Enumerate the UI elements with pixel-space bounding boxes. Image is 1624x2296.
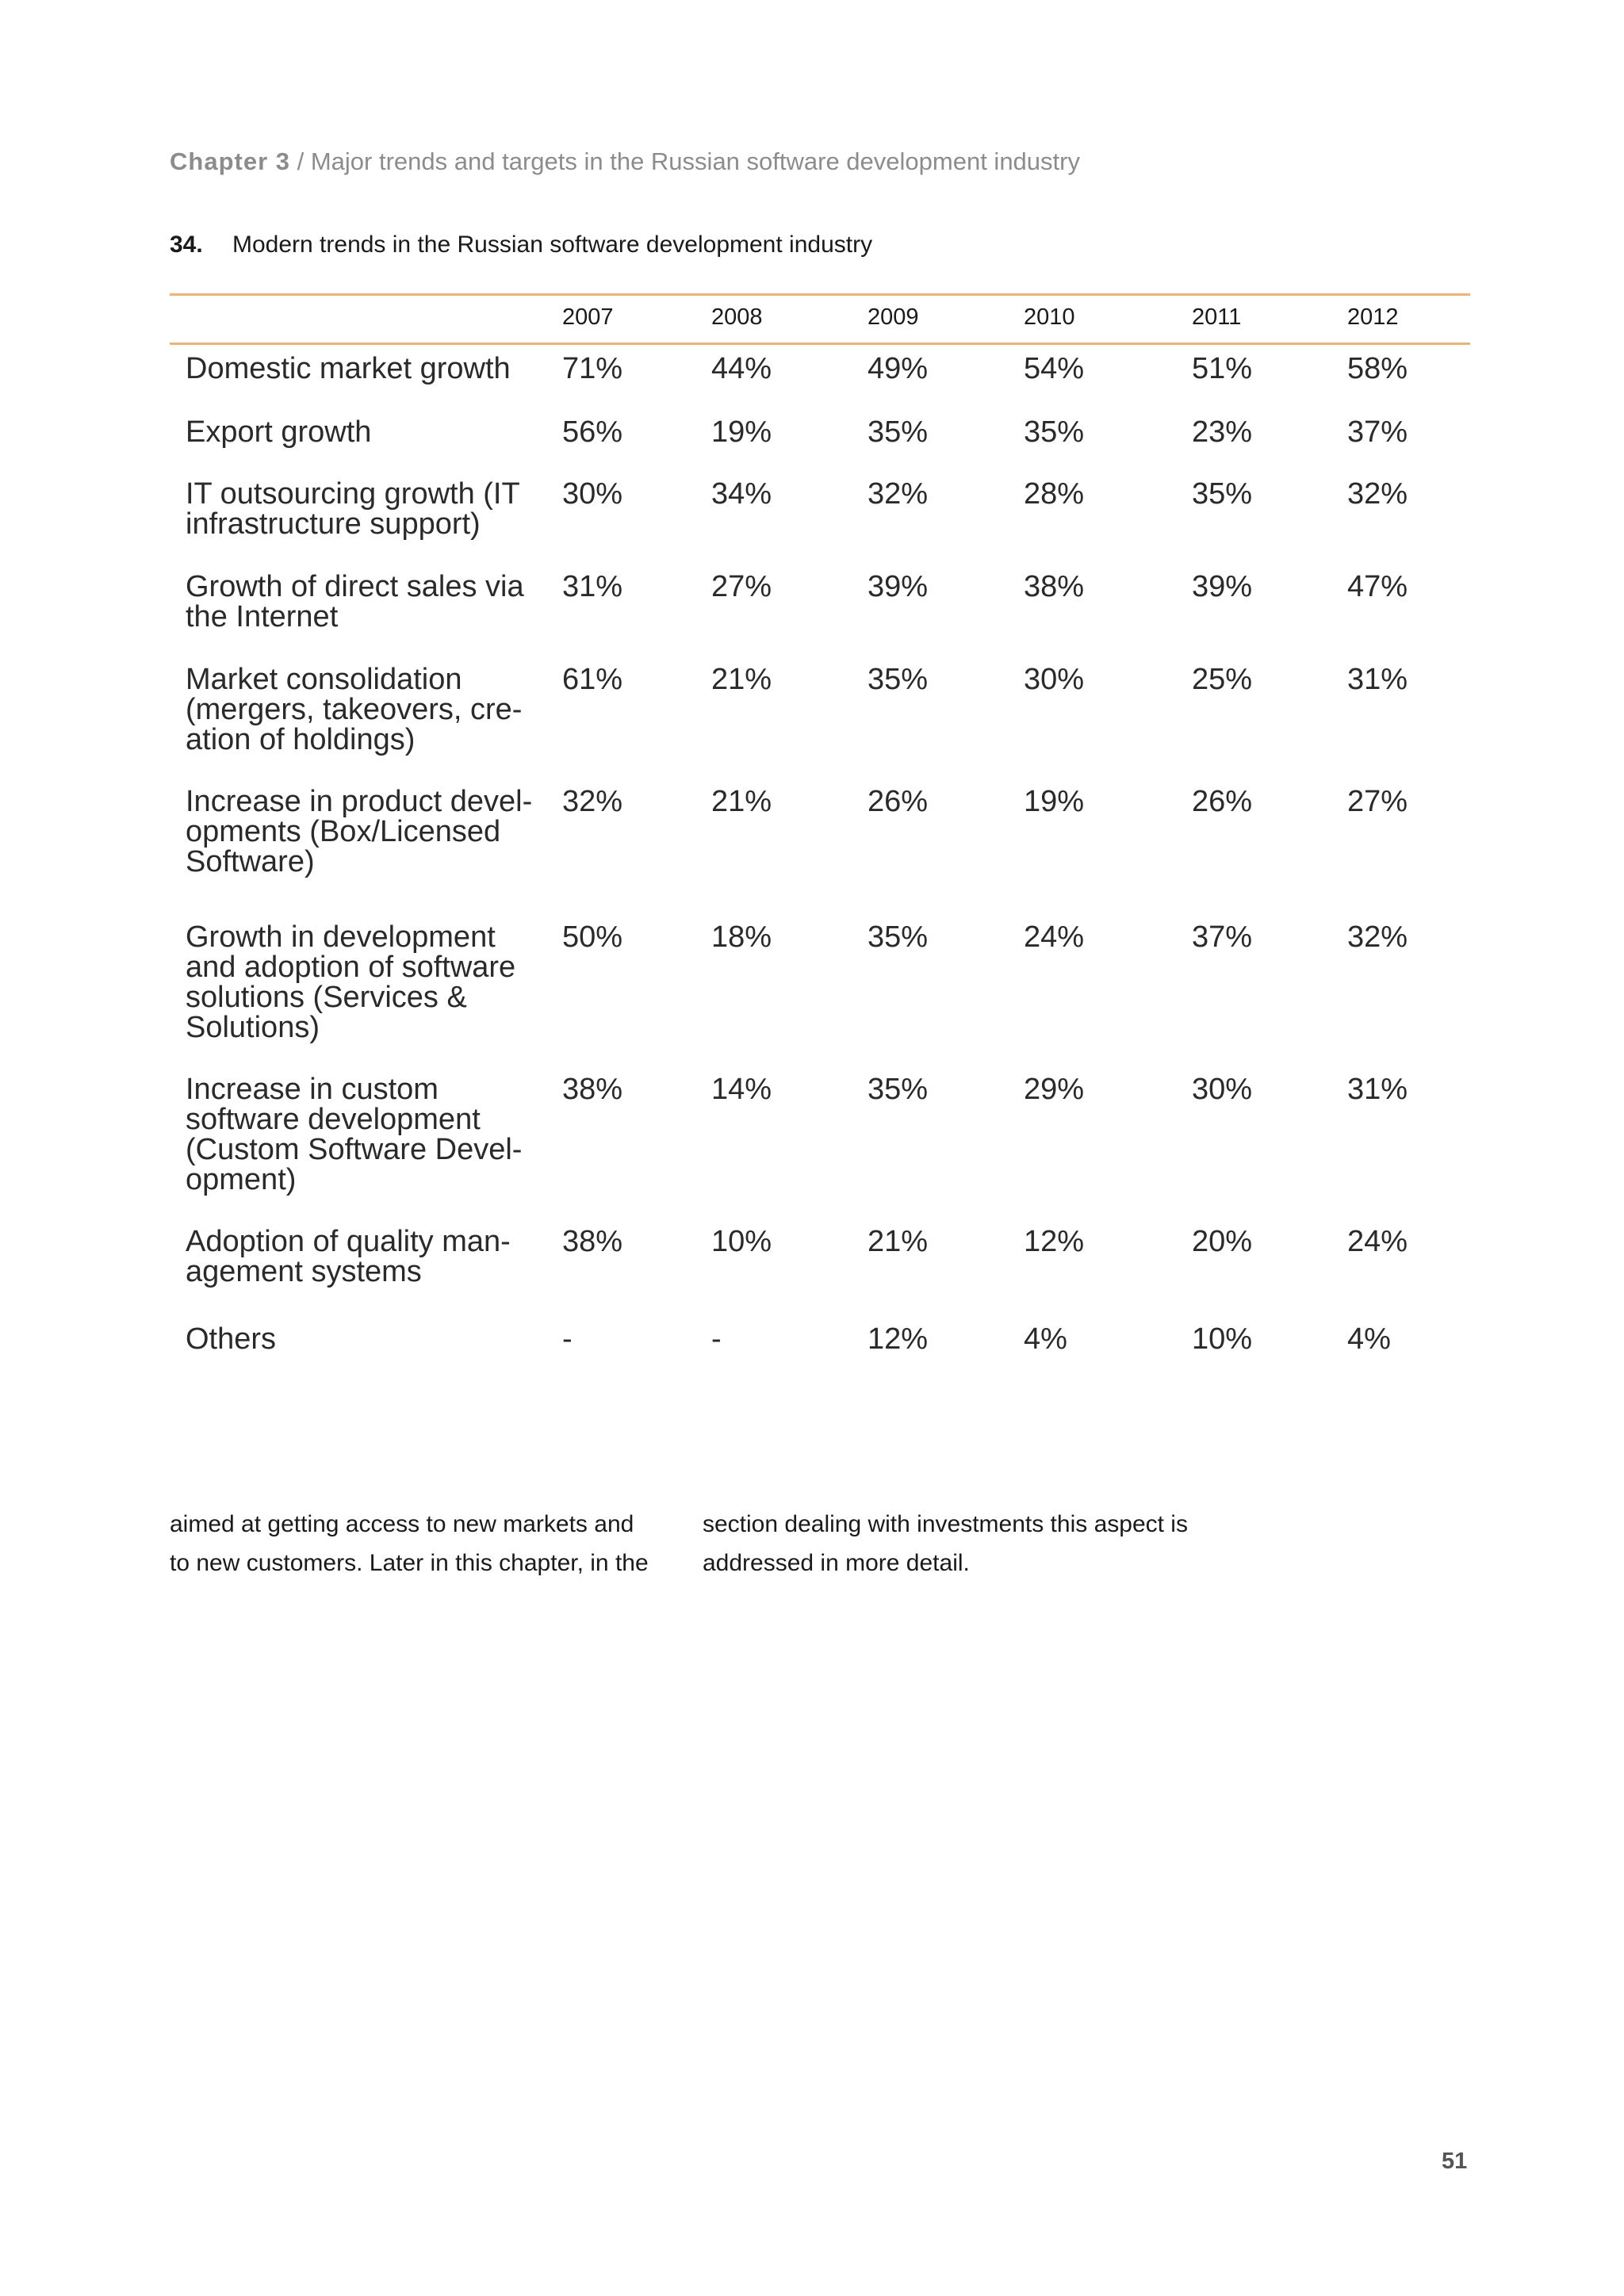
row-label-line: Growth of direct sales via [186, 570, 524, 603]
row-label-line: (mergers, takeovers, cre- [186, 693, 523, 726]
row-label-line: solutions (Services & [186, 981, 467, 1014]
chapter-header [170, 147, 1080, 176]
table-title: Modern trends in the Russian software development industry [232, 232, 873, 258]
table-cell: 21% [711, 663, 772, 696]
table-cell: 35% [868, 415, 929, 449]
table-cell: 32% [562, 785, 623, 818]
column-header: 2012 [1347, 304, 1399, 330]
row-label-line: Software) [186, 845, 315, 878]
table-cell: 31% [562, 570, 623, 603]
table-cell: 10% [711, 1225, 772, 1258]
table-cell: 19% [1024, 785, 1085, 818]
body-line: aimed at getting access to new markets and [170, 1511, 634, 1537]
table-cell: 18% [711, 920, 772, 954]
table-cell: - [711, 1322, 722, 1356]
table-header-row [0, 304, 1624, 336]
table-cell: 51% [1192, 352, 1253, 385]
page-number: 51 [1442, 2149, 1468, 2174]
table-cell: 27% [711, 570, 772, 603]
body-line: addressed in more detail. [703, 1550, 970, 1576]
table-cell: 37% [1192, 920, 1253, 954]
row-label [186, 1226, 550, 1287]
row-label-line: Market consolidation [186, 663, 462, 696]
table-cell: 26% [1192, 785, 1253, 818]
table-cell: 19% [711, 415, 772, 449]
row-label [186, 354, 550, 384]
table-cell: 32% [868, 477, 929, 511]
table-cell: 44% [711, 352, 772, 385]
row-label-line: opments (Box/Licensed [186, 815, 501, 848]
row-label-line: (Custom Software Devel- [186, 1133, 523, 1166]
table-cell: 35% [1024, 415, 1085, 449]
table-cell: 25% [1192, 663, 1253, 696]
table-cell: 56% [562, 415, 623, 449]
table-header-rule [170, 342, 1470, 345]
row-label [186, 572, 550, 632]
table-cell: 39% [1192, 570, 1253, 603]
row-label-line: IT outsourcing growth (IT [186, 477, 520, 511]
table-top-rule [170, 293, 1470, 296]
table-cell: 37% [1347, 415, 1408, 449]
table-cell: 38% [562, 1073, 623, 1106]
table-cell: 35% [868, 1073, 929, 1106]
table-cell: 39% [868, 570, 929, 603]
table-cell: 31% [1347, 1073, 1408, 1106]
row-label-line: Solutions) [186, 1011, 320, 1044]
table-cell: 20% [1192, 1225, 1253, 1258]
table-cell: 35% [1192, 477, 1253, 511]
table-cell: 38% [562, 1225, 623, 1258]
table-cell: 24% [1024, 920, 1085, 954]
body-text-column-2 [703, 1505, 1188, 1582]
table-cell: 23% [1192, 415, 1253, 449]
row-label [186, 922, 550, 1043]
table-cell: 30% [1192, 1073, 1253, 1106]
table-cell: 14% [711, 1073, 772, 1106]
table-cell: 61% [562, 663, 623, 696]
row-label-line: ation of holdings) [186, 723, 416, 756]
row-label [186, 417, 550, 447]
table-cell: 35% [868, 663, 929, 696]
column-header: 2009 [868, 304, 919, 330]
table-cell: 21% [868, 1225, 929, 1258]
table-cell: 32% [1347, 477, 1408, 511]
table-cell: 50% [562, 920, 623, 954]
chapter-separator: / [297, 147, 304, 175]
row-label-line: and adoption of software [186, 951, 516, 984]
row-label [186, 664, 550, 755]
body-line: section dealing with investments this aspect is [703, 1511, 1188, 1537]
row-label [186, 1074, 550, 1195]
table-cell: 30% [562, 477, 623, 511]
row-label-line: Increase in product devel- [186, 785, 533, 818]
body-line: to new customers. Later in this chapter, in the [170, 1550, 649, 1576]
row-label-line: Domestic market growth [186, 352, 511, 385]
table-cell: 12% [868, 1322, 929, 1356]
table-cell: 12% [1024, 1225, 1085, 1258]
table-cell: 71% [562, 352, 623, 385]
row-label-line: Export growth [186, 415, 372, 449]
table-cell: 30% [1024, 663, 1085, 696]
row-label-line: Growth in development [186, 920, 496, 954]
row-label-line: software development [186, 1103, 481, 1136]
table-number: 34. [170, 232, 203, 258]
table-cell: 4% [1024, 1322, 1067, 1356]
table-cell: 38% [1024, 570, 1085, 603]
body-text-column-1 [170, 1505, 649, 1582]
column-header: 2011 [1192, 304, 1242, 330]
row-label-line: infrastructure support) [186, 507, 481, 541]
column-header: 2007 [562, 304, 614, 330]
row-label [186, 786, 550, 877]
table-cell: 34% [711, 477, 772, 511]
table-cell: 28% [1024, 477, 1085, 511]
table-cell: 26% [868, 785, 929, 818]
table-cell: 32% [1347, 920, 1408, 954]
table-cell: 29% [1024, 1073, 1085, 1106]
table-cell: 27% [1347, 785, 1408, 818]
table-cell: 47% [1347, 570, 1408, 603]
row-label [186, 479, 550, 539]
row-label-line: Increase in custom [186, 1073, 439, 1106]
row-label-line: agement systems [186, 1255, 422, 1288]
table-cell: 49% [868, 352, 929, 385]
chapter-label: Chapter 3 [170, 147, 290, 175]
row-label [186, 1324, 550, 1354]
table-cell: 54% [1024, 352, 1085, 385]
table-cell: 4% [1347, 1322, 1391, 1356]
row-label-line: opment) [186, 1163, 297, 1196]
row-label-line: Adoption of quality man- [186, 1225, 511, 1258]
column-header: 2010 [1024, 304, 1075, 330]
row-label-line: Others [186, 1322, 277, 1356]
table-caption [170, 232, 872, 258]
chapter-title: Major trends and targets in the Russian software development industry [310, 147, 1080, 175]
table-cell: 58% [1347, 352, 1408, 385]
table-cell: 10% [1192, 1322, 1253, 1356]
row-label-line: the Internet [186, 600, 339, 633]
column-header: 2008 [711, 304, 763, 330]
table-cell: 24% [1347, 1225, 1408, 1258]
table-cell: 31% [1347, 663, 1408, 696]
table-cell: - [562, 1322, 573, 1356]
table-cell: 35% [868, 920, 929, 954]
table-cell: 21% [711, 785, 772, 818]
